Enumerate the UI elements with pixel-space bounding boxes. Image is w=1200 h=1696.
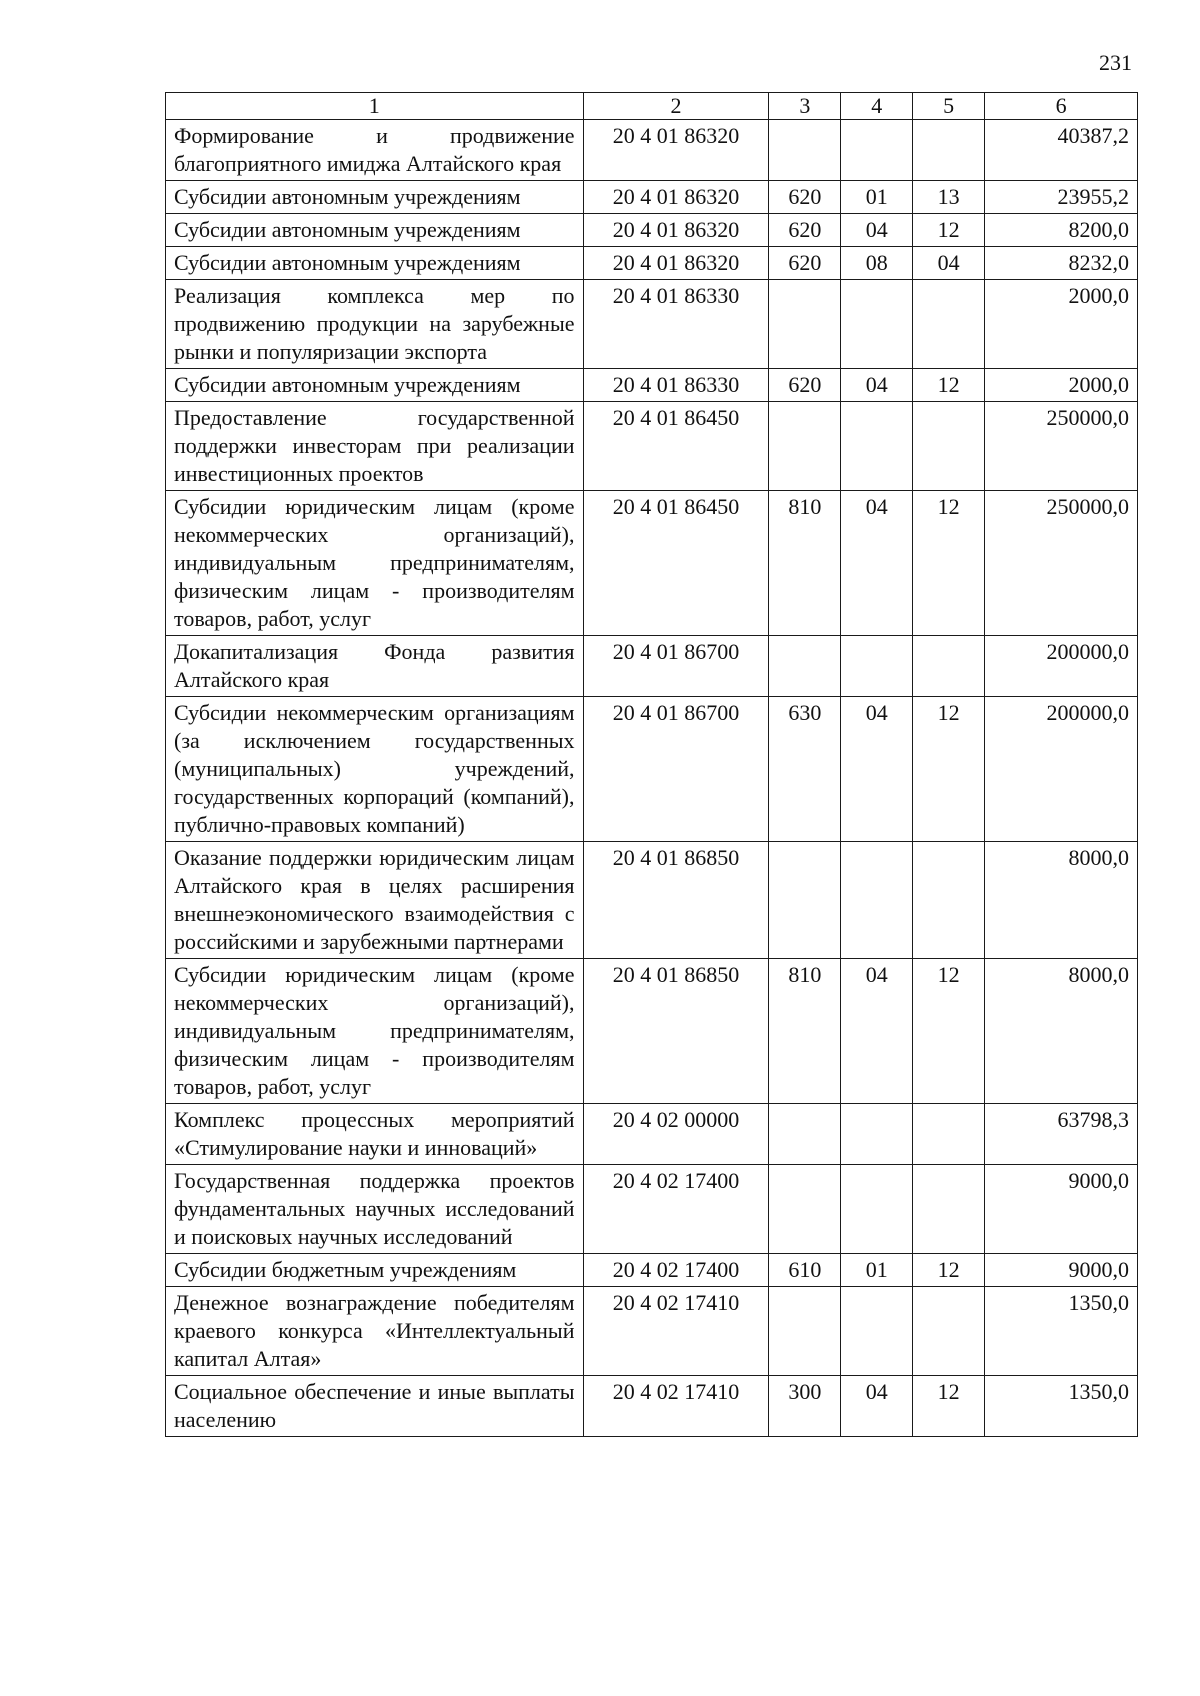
header-col-2: 2	[583, 93, 769, 120]
row-amount-cell: 9000,0	[985, 1254, 1138, 1287]
row-amount-cell: 63798,3	[985, 1104, 1138, 1165]
row-code-cell: 20 4 01 86320	[583, 214, 769, 247]
row-expense-type-cell	[769, 280, 841, 369]
page-number: 231	[1099, 50, 1132, 75]
row-name-cell: Субсидии автономным учреждениям	[166, 214, 584, 247]
table-row	[166, 697, 1138, 842]
row-subsection-cell	[913, 842, 985, 959]
row-expense-type-cell: 620	[769, 369, 841, 402]
row-name-cell: Субсидии юридическим лицам (кроме некоммерческих организаций), индивидуальным предпринимателям, физическим лицам - производителям товаров, работ, услуг	[166, 959, 584, 1104]
row-subsection-cell: 12	[913, 369, 985, 402]
row-amount-cell: 8200,0	[985, 214, 1138, 247]
row-amount-cell: 1350,0	[985, 1287, 1138, 1376]
row-code-cell: 20 4 01 86320	[583, 181, 769, 214]
row-code-cell: 20 4 02 17410	[583, 1287, 769, 1376]
table-row	[166, 959, 1138, 1104]
table-row	[166, 402, 1138, 491]
row-subsection-cell: 13	[913, 181, 985, 214]
table-row	[166, 842, 1138, 959]
row-subsection-cell	[913, 1287, 985, 1376]
header-col-4: 4	[841, 93, 913, 120]
row-amount-cell: 2000,0	[985, 280, 1138, 369]
row-section-cell: 04	[841, 491, 913, 636]
row-name-cell: Субсидии некоммерческим организациям (за исключением государственных (муниципальных) учреждений, государственных корпораций (компаний), публично-правовых компаний)	[166, 697, 584, 842]
row-subsection-cell: 04	[913, 247, 985, 280]
row-name-cell: Социальное обеспечение и иные выплаты населению	[166, 1376, 584, 1437]
header-col-6: 6	[985, 93, 1138, 120]
row-amount-cell: 200000,0	[985, 636, 1138, 697]
table-row	[166, 1254, 1138, 1287]
row-code-cell: 20 4 02 17410	[583, 1376, 769, 1437]
table-row	[166, 1376, 1138, 1437]
row-amount-cell: 8232,0	[985, 247, 1138, 280]
row-amount-cell: 8000,0	[985, 842, 1138, 959]
table-row	[166, 214, 1138, 247]
row-code-cell: 20 4 02 17400	[583, 1254, 769, 1287]
row-name-cell: Субсидии автономным учреждениям	[166, 181, 584, 214]
row-code-cell: 20 4 01 86330	[583, 280, 769, 369]
row-expense-type-cell: 630	[769, 697, 841, 842]
row-name-cell: Предоставление государственной поддержки инвесторам при реализации инвестиционных проектов	[166, 402, 584, 491]
header-col-5: 5	[913, 93, 985, 120]
row-subsection-cell: 12	[913, 214, 985, 247]
row-section-cell: 04	[841, 1376, 913, 1437]
budget-table	[165, 92, 1138, 1437]
row-expense-type-cell	[769, 1104, 841, 1165]
row-code-cell: 20 4 02 17400	[583, 1165, 769, 1254]
row-section-cell: 04	[841, 214, 913, 247]
row-expense-type-cell: 300	[769, 1376, 841, 1437]
header-col-1: 1	[166, 93, 584, 120]
row-expense-type-cell	[769, 842, 841, 959]
row-section-cell	[841, 280, 913, 369]
table-body	[166, 120, 1138, 1437]
table-row	[166, 120, 1138, 181]
table-row	[166, 369, 1138, 402]
row-code-cell: 20 4 01 86320	[583, 247, 769, 280]
row-amount-cell: 40387,2	[985, 120, 1138, 181]
row-section-cell: 04	[841, 959, 913, 1104]
row-subsection-cell	[913, 280, 985, 369]
table-row	[166, 1287, 1138, 1376]
row-name-cell: Субсидии юридическим лицам (кроме некоммерческих организаций), индивидуальным предпринимателям, физическим лицам - производителям товаров, работ, услуг	[166, 491, 584, 636]
row-expense-type-cell	[769, 402, 841, 491]
row-expense-type-cell	[769, 1165, 841, 1254]
row-section-cell: 08	[841, 247, 913, 280]
row-name-cell: Формирование и продвижение благоприятного имиджа Алтайского края	[166, 120, 584, 181]
table-row	[166, 636, 1138, 697]
row-name-cell: Докапитализация Фонда развития Алтайского края	[166, 636, 584, 697]
row-section-cell	[841, 842, 913, 959]
table-row	[166, 1104, 1138, 1165]
row-expense-type-cell: 810	[769, 959, 841, 1104]
row-subsection-cell: 12	[913, 697, 985, 842]
row-name-cell: Субсидии автономным учреждениям	[166, 369, 584, 402]
table-row	[166, 181, 1138, 214]
row-subsection-cell	[913, 402, 985, 491]
row-expense-type-cell	[769, 636, 841, 697]
row-section-cell: 04	[841, 369, 913, 402]
table-row	[166, 491, 1138, 636]
row-section-cell	[841, 1104, 913, 1165]
row-subsection-cell	[913, 120, 985, 181]
table-row	[166, 280, 1138, 369]
row-amount-cell: 2000,0	[985, 369, 1138, 402]
row-code-cell: 20 4 01 86450	[583, 402, 769, 491]
row-section-cell	[841, 402, 913, 491]
row-expense-type-cell: 620	[769, 181, 841, 214]
row-section-cell	[841, 1287, 913, 1376]
header-row	[166, 93, 1138, 120]
row-amount-cell: 8000,0	[985, 959, 1138, 1104]
row-expense-type-cell	[769, 1287, 841, 1376]
header-col-3: 3	[769, 93, 841, 120]
row-amount-cell: 9000,0	[985, 1165, 1138, 1254]
row-amount-cell: 250000,0	[985, 491, 1138, 636]
row-name-cell: Субсидии автономным учреждениям	[166, 247, 584, 280]
row-subsection-cell: 12	[913, 1376, 985, 1437]
row-expense-type-cell: 620	[769, 214, 841, 247]
row-amount-cell: 250000,0	[985, 402, 1138, 491]
row-code-cell: 20 4 01 86700	[583, 697, 769, 842]
row-name-cell: Оказание поддержки юридическим лицам Алтайского края в целях расширения внешнеэкономического взаимодействия с российскими и зарубежными партнерами	[166, 842, 584, 959]
row-section-cell: 04	[841, 697, 913, 842]
row-code-cell: 20 4 01 86330	[583, 369, 769, 402]
row-subsection-cell	[913, 1165, 985, 1254]
row-subsection-cell: 12	[913, 1254, 985, 1287]
row-code-cell: 20 4 01 86700	[583, 636, 769, 697]
row-expense-type-cell: 610	[769, 1254, 841, 1287]
row-code-cell: 20 4 01 86850	[583, 842, 769, 959]
row-subsection-cell: 12	[913, 491, 985, 636]
row-name-cell: Государственная поддержка проектов фундаментальных научных исследований и поисковых научных исследований	[166, 1165, 584, 1254]
row-subsection-cell	[913, 636, 985, 697]
row-name-cell: Реализация комплекса мер по продвижению продукции на зарубежные рынки и популяризации экспорта	[166, 280, 584, 369]
row-code-cell: 20 4 02 00000	[583, 1104, 769, 1165]
row-section-cell: 01	[841, 1254, 913, 1287]
row-name-cell: Денежное вознаграждение победителям краевого конкурса «Интеллектуальный капитал Алтая»	[166, 1287, 584, 1376]
row-expense-type-cell	[769, 120, 841, 181]
row-code-cell: 20 4 01 86450	[583, 491, 769, 636]
row-section-cell: 01	[841, 181, 913, 214]
row-section-cell	[841, 120, 913, 181]
table-row	[166, 247, 1138, 280]
table-row	[166, 1165, 1138, 1254]
row-section-cell	[841, 1165, 913, 1254]
row-amount-cell: 1350,0	[985, 1376, 1138, 1437]
row-code-cell: 20 4 01 86850	[583, 959, 769, 1104]
row-subsection-cell: 12	[913, 959, 985, 1104]
row-section-cell	[841, 636, 913, 697]
row-name-cell: Субсидии бюджетным учреждениям	[166, 1254, 584, 1287]
row-name-cell: Комплекс процессных мероприятий «Стимулирование науки и инноваций»	[166, 1104, 584, 1165]
row-amount-cell: 200000,0	[985, 697, 1138, 842]
row-expense-type-cell: 810	[769, 491, 841, 636]
row-amount-cell: 23955,2	[985, 181, 1138, 214]
row-expense-type-cell: 620	[769, 247, 841, 280]
row-code-cell: 20 4 01 86320	[583, 120, 769, 181]
row-subsection-cell	[913, 1104, 985, 1165]
